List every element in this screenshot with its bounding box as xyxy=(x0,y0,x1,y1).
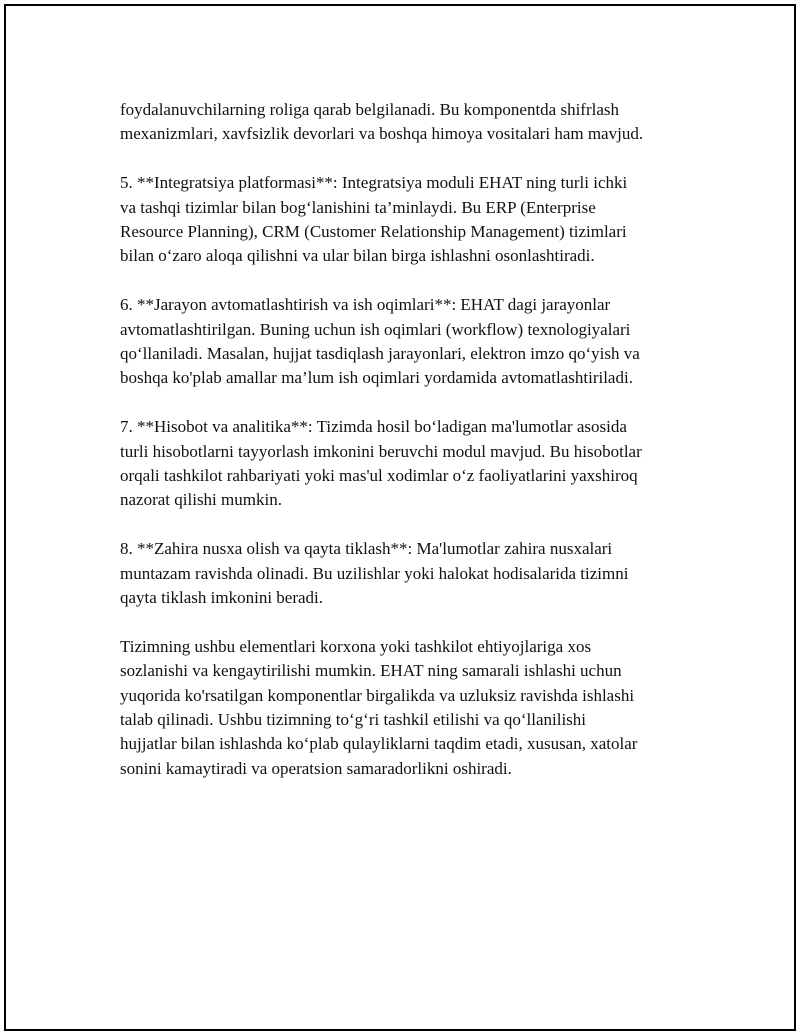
paragraph-conclusion: Tizimning ushbu elementlari korxona yoki tashkilot ehtiyojlariga xos sozlanishi va kengaytirilishi mumkin. EHAT ning samarali ishlashi uchun yuqorida ko'rsatilgan komponentlar birgalikda va uzluksiz ravishda ishlashi talab qilinadi. Ushbu tizimning to‘g‘ri tashkil etilishi va qo‘llanilishi hujjatlar bilan ishlashda ko‘plab qulayliklarni taqdim etadi, xususan, xatolar sonini kamaytiradi va operatsion samaradorlikni oshiradi. xyxy=(120,636,638,778)
paragraph-integration-platform: 5. **Integratsiya platformasi**: Integratsiya moduli EHAT ning turli ichki va tashqi tizimlar bilan bog‘lanishini ta’minlaydi. Bu ERP (Enterprise Resource Planning), CRM (Customer Relationship Management) tizimlari bilan o‘zaro aloqa qilishni va ular bilan birga ishlashni osonlashtiradi. xyxy=(120,173,628,266)
paragraph-continued-security: foydalanuvchilarning roliga qarab belgilanadi. Bu komponentda shifrlash mexanizmlari, xavfsizlik devorlari va boshqa himoya vositalari ham mavjud. xyxy=(120,100,644,144)
paragraph-backup-recovery: 8. **Zahira nusxa olish va qayta tiklash**: Ma'lumotlar zahira nusxalari muntazam ravishda olinadi. Bu uzilishlar yoki halokat hodisalarida tizimni qayta tiklash imkonini beradi. xyxy=(120,539,629,608)
paragraph-process-automation: 6. **Jarayon avtomatlashtirish va ish oqimlari**: EHAT dagi jarayonlar avtomatlashtirilgan. Buning uchun ish oqimlari (workflow) texnologiyalari qo‘llaniladi. Masalan, hujjat tasdiqlash jarayonlari, elektron imzo qo‘yish va boshqa ko'plab amallar ma’lum ish oqimlari yordamida avtomatlashtiriladi. xyxy=(120,295,640,388)
document-body xyxy=(120,98,700,806)
page-frame xyxy=(4,4,796,1031)
paragraph-reporting-analytics: 7. **Hisobot va analitika**: Tizimda hosil bo‘ladigan ma'lumotlar asosida turli hisobotlarni tayyorlash imkonini beruvchi modul mavjud. Bu hisobotlar orqali tashkilot rahbariyati yoki mas'ul xodimlar o‘z faoliyatlarini yaxshiroq nazorat qilishi mumkin. xyxy=(120,417,642,510)
